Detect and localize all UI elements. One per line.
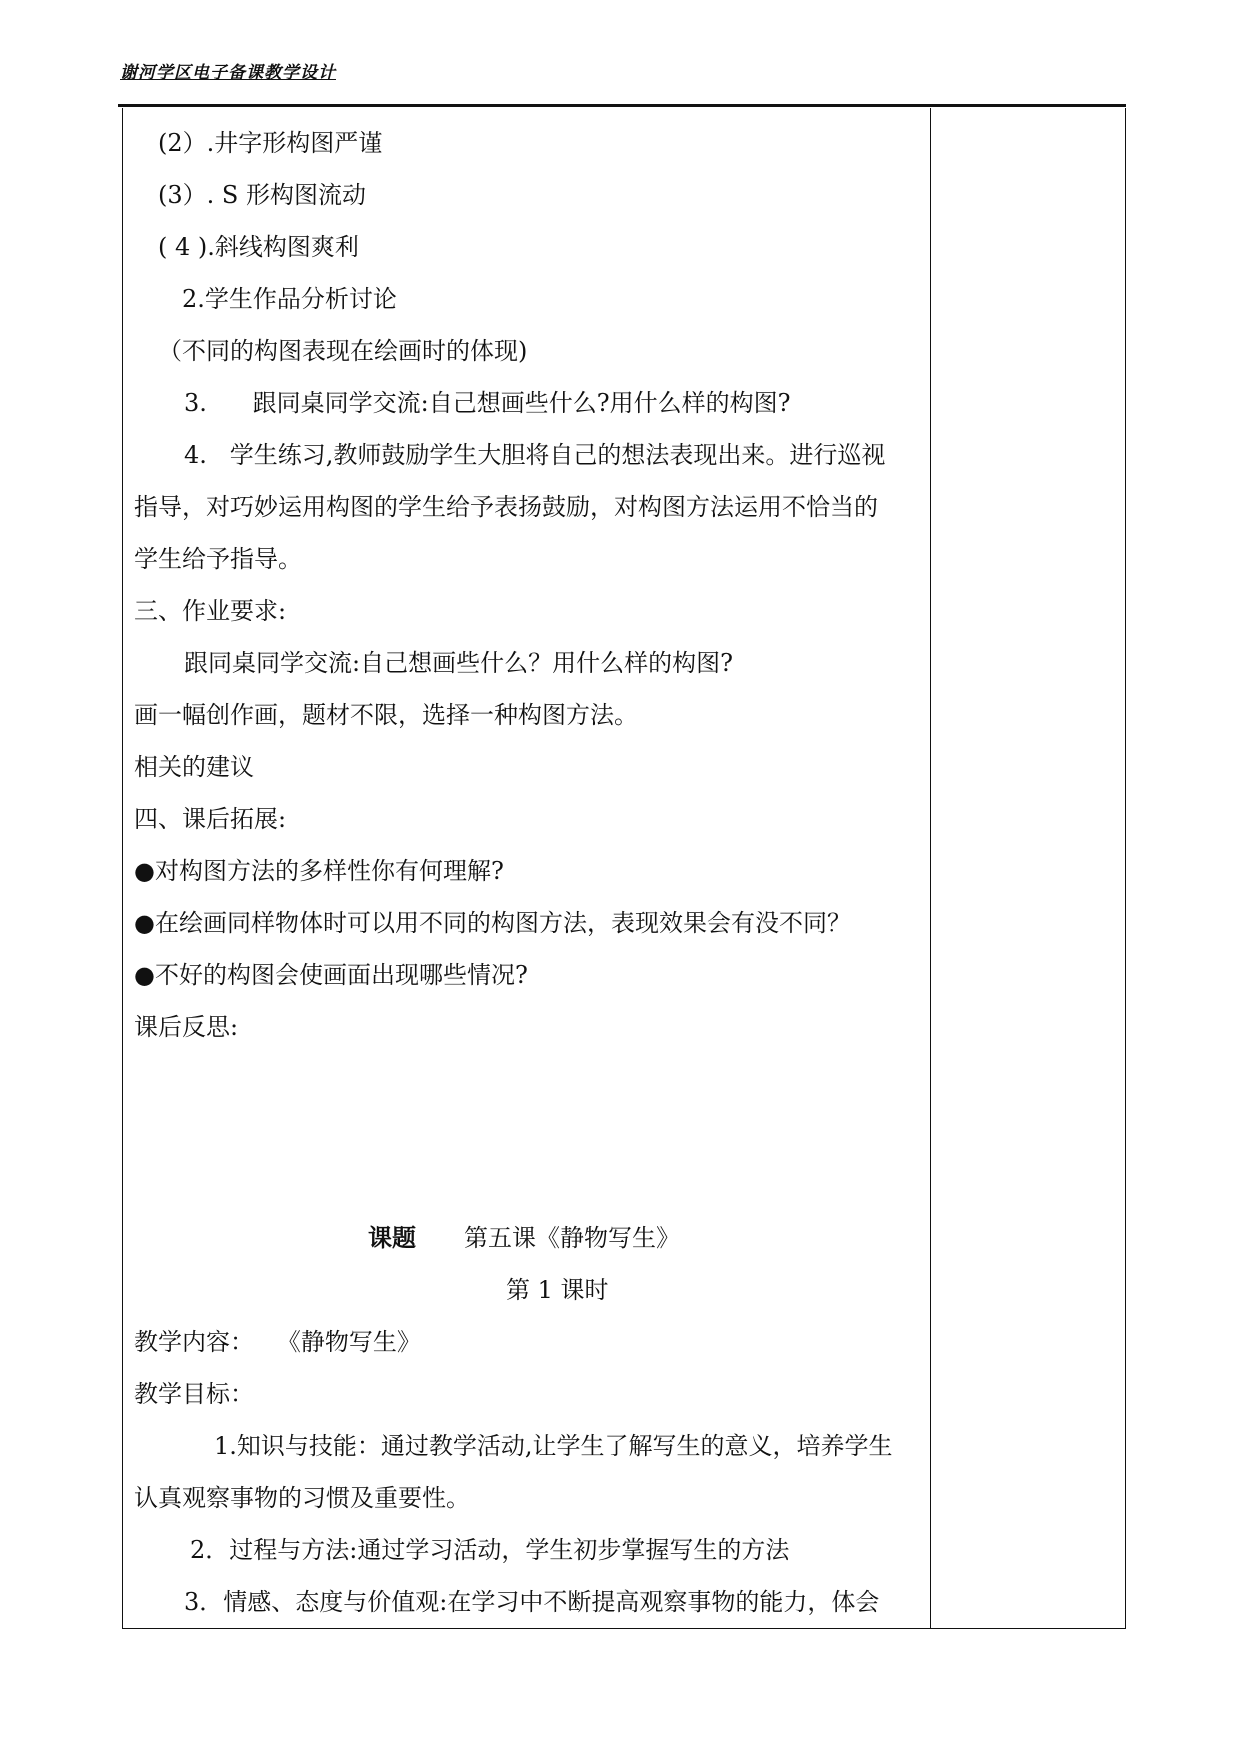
text-line: 1.知识与技能：通过教学活动,让学生了解写生的意义，培养学生 xyxy=(214,1432,893,1460)
text-line: 3. 跟同桌同学交流:自己想画些什么?用什么样的构图? xyxy=(184,389,791,417)
section-heading: 三、作业要求: xyxy=(134,597,287,625)
text-line: 2.学生作品分析讨论 xyxy=(182,285,397,313)
text-line: 画一幅创作画，题材不限，选择一种构图方法。 xyxy=(134,701,638,729)
reflection-label: 课后反思: xyxy=(134,1013,239,1041)
lesson-period: 第 1 课时 xyxy=(506,1276,609,1304)
text-line: 认真观察事物的习惯及重要性。 xyxy=(134,1484,470,1512)
text-line: (2）.井字形构图严谨 xyxy=(158,129,383,157)
bullet-item: ●在绘画同样物体时可以用不同的构图方法，表现效果会有没不同？ xyxy=(134,909,851,937)
bullet-item: ●对构图方法的多样性你有何理解? xyxy=(134,857,504,885)
bullet-item: ●不好的构图会使画面出现哪些情况? xyxy=(134,961,528,989)
text-line: 教学内容： 《静物写生》 xyxy=(134,1328,421,1356)
lesson-title-label: 课题 xyxy=(368,1223,416,1252)
text-line: 教学目标： xyxy=(134,1380,254,1408)
text-line: 4. 学生练习,教师鼓励学生大胆将自己的想法表现出来。进行巡视 xyxy=(184,441,886,469)
section-heading: 四、课后拓展: xyxy=(134,805,287,833)
text-line: 3．情感、态度与价值观:在学习中不断提高观察事物的能力，体会 xyxy=(184,1588,880,1616)
header-rule xyxy=(118,104,1126,107)
text-line: （不同的构图表现在绘画时的体现) xyxy=(158,337,528,365)
text-line: 学生给予指导。 xyxy=(134,545,302,573)
text-line: (3）. S 形构图流动 xyxy=(158,181,366,209)
document-header: 谢河学区电子备课教学设计 xyxy=(120,63,336,83)
lesson-title: 第五课《静物写生》 xyxy=(464,1224,680,1252)
text-line: 2．过程与方法:通过学习活动，学生初步掌握写生的方法 xyxy=(190,1536,790,1564)
text-line: ( 4 ).斜线构图爽利 xyxy=(158,233,359,261)
text-line: 相关的建议 xyxy=(134,753,254,781)
table-column-divider xyxy=(930,108,931,1629)
text-line: 跟同桌同学交流:自己想画些什么？用什么样的构图? xyxy=(184,649,733,677)
text-line: 指导，对巧妙运用构图的学生给予表扬鼓励，对构图方法运用不恰当的 xyxy=(134,493,878,521)
